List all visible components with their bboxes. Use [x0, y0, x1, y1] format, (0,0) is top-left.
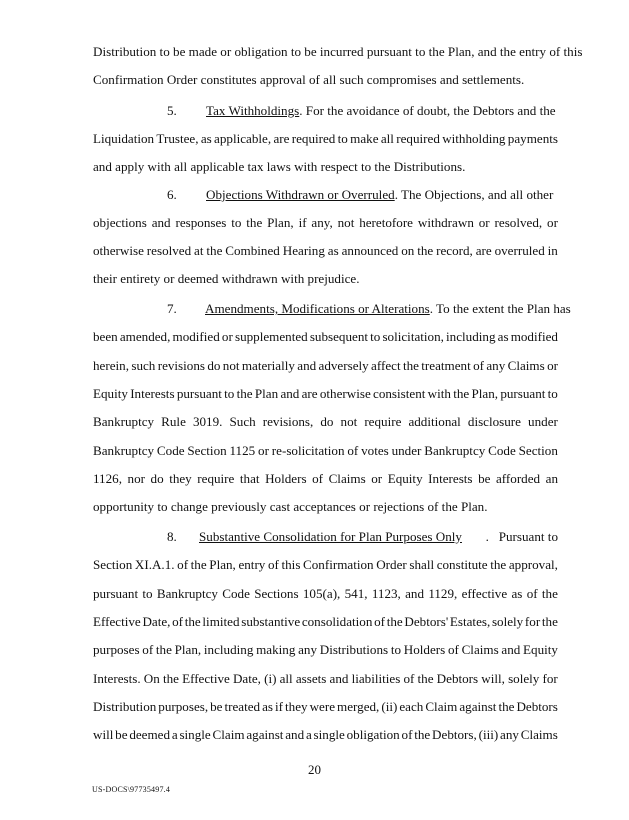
body-line: Bankruptcy Rule 3019. Such revisions, do not require additional disclosure under: [93, 414, 558, 429]
body-line: Confirmation Order constitutes approval of all such compromises and settlements.: [93, 72, 525, 87]
body-line: herein, such revisions do not materially and adversely affect the treatment of any Claims or: [93, 358, 558, 373]
body-line: Equity Interests pursuant to the Plan and are otherwise consistent with the Plan, pursuant to: [93, 386, 558, 401]
page-number: 20: [308, 762, 321, 777]
section-number: 8.: [167, 529, 177, 544]
section-first-line: [206, 103, 556, 119]
body-line: pursuant to Bankruptcy Code Sections 105(a), 541, 1123, and 1129, effective as of the: [93, 586, 558, 601]
body-line: Distribution to be made or obligation to be incurred pursuant to the Plan, and the entry of this: [93, 44, 583, 59]
body-line: opportunity to change previously cast acceptances or rejections of the Plan.: [93, 499, 488, 514]
section-text: . The Objections, and all other: [394, 187, 554, 202]
section-heading: Tax Withholdings: [206, 103, 300, 118]
body-line: their entirety or deemed withdrawn with prejudice.: [93, 271, 360, 286]
body-line: Interests. On the Effective Date, (i) all assets and liabilities of the Debtors will, solely for: [93, 671, 558, 686]
section-first-line: [199, 529, 558, 545]
body-line: purposes of the Plan, including making any Distributions to Holders of Claims and Equity: [93, 642, 558, 657]
section-heading: Objections Withdrawn or Overruled: [206, 187, 395, 202]
body-line: and apply with all applicable tax laws with respect to the Distributions.: [93, 159, 466, 174]
section-text: . For the avoidance of doubt, the Debtors and the: [299, 103, 556, 118]
body-line: Effective Date, of the limited substantive consolidation of the Debtors' Estates, solely for the: [93, 614, 558, 629]
section-heading: Substantive Consolidation for Plan Purposes Only: [199, 529, 462, 544]
body-line: Distribution purposes, be treated as if they were merged, (ii) each Claim against the Debtors: [93, 699, 558, 714]
document-id: US-DOCS\97735497.4: [92, 785, 171, 794]
body-line: Liquidation Trustee, as applicable, are required to make all required withholding payments: [93, 131, 558, 146]
body-line: Section XI.A.1. of the Plan, entry of this Confirmation Order shall constitute the approval,: [93, 557, 558, 572]
body-line: 1126, nor do they require that Holders of Claims or Equity Interests be afforded an: [93, 471, 558, 486]
section-text: . Pursuant to: [485, 529, 558, 544]
section-heading: Amendments, Modifications or Alterations: [205, 301, 430, 316]
body-line: been amended, modified or supplemented subsequent to solicitation, including as modified: [93, 329, 558, 344]
body-line: Bankruptcy Code Section 1125 or re-solicitation of votes under Bankruptcy Code Section: [93, 443, 558, 458]
body-line: will be deemed a single Claim against and a single obligation of the Debtors, (iii) any Claims: [93, 727, 558, 742]
section-number: 7.: [167, 301, 177, 316]
section-text: . To the extent the Plan has: [429, 301, 571, 316]
section-first-line: [206, 187, 553, 203]
section-first-line: [205, 301, 571, 317]
section-number: 6.: [167, 187, 177, 202]
section-number: 5.: [167, 103, 177, 118]
body-line: otherwise resolved at the Combined Hearing as announced on the record, are overruled in: [93, 243, 558, 258]
body-line: objections and responses to the Plan, if any, not heretofore withdrawn or resolved, or: [93, 215, 558, 230]
